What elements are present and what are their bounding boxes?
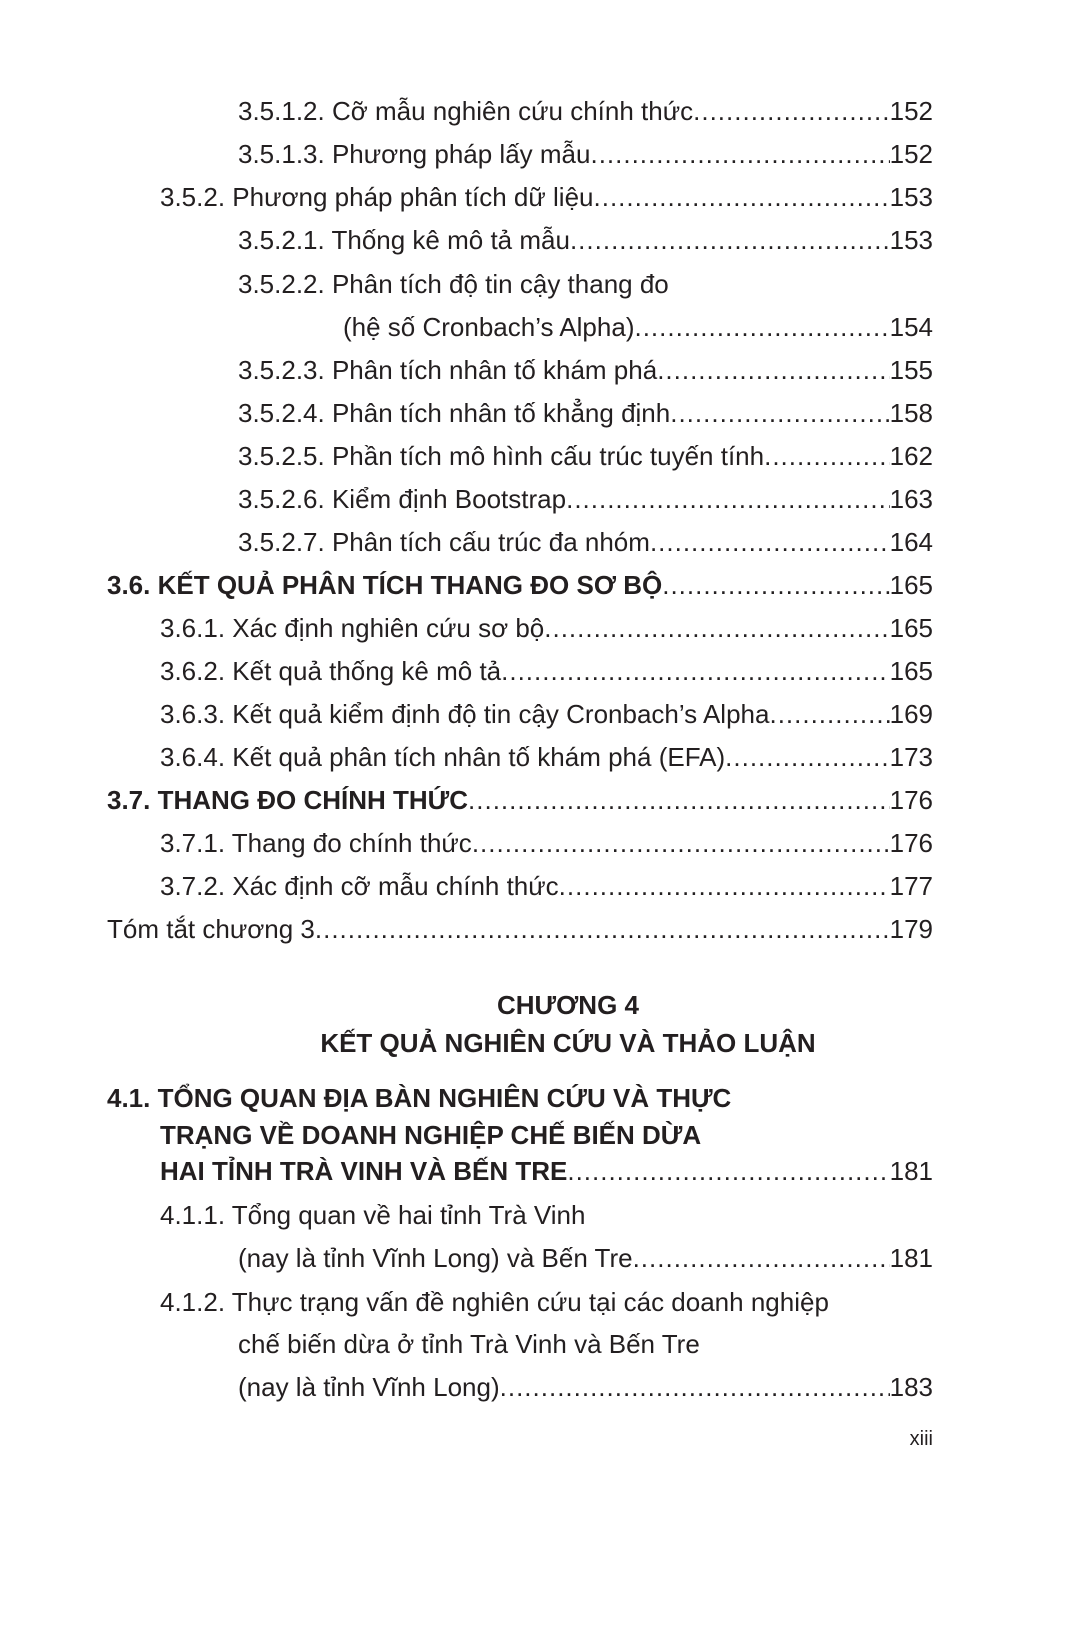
dot-leader: [567, 1155, 889, 1187]
toc-page-number: 158: [889, 398, 933, 428]
toc-entry-text: chế biến dừa ở tỉnh Trà Vinh và Bến Tre: [238, 1329, 700, 1359]
toc-entry-text: Tóm tắt chương 3: [107, 914, 315, 944]
dot-leader: [633, 1242, 890, 1274]
toc-entry-text: (nay là tỉnh Vĩnh Long) và Bến Tre: [238, 1243, 633, 1273]
dot-leader: [769, 698, 889, 730]
dot-leader: [468, 784, 890, 816]
toc-entry-line[interactable]: [238, 224, 933, 256]
toc-entry-line[interactable]: [238, 95, 933, 127]
toc-entry-text: 3.5.2.3. Phân tích nhân tố khám phá: [238, 355, 658, 385]
toc-entry-line[interactable]: [238, 1242, 933, 1274]
dot-leader: [650, 526, 890, 558]
toc-entry-line[interactable]: [107, 913, 933, 945]
dot-leader: [315, 913, 890, 945]
toc-entry-text: (nay là tỉnh Vĩnh Long): [238, 1372, 500, 1402]
toc-entry-text: 3.5.2.6. Kiểm định Bootstrap: [238, 484, 567, 514]
toc-entry-text: 4.1. TỔNG QUAN ĐỊA BÀN NGHIÊN CỨU VÀ THỰC: [107, 1083, 732, 1113]
dot-leader: [570, 224, 890, 256]
toc-entry-text: 3.5.1.3. Phương pháp lấy mẫu: [238, 139, 591, 169]
chapter-title: KẾT QUẢ NGHIÊN CỨU VÀ THẢO LUẬN: [320, 1028, 816, 1058]
dot-leader: [693, 95, 889, 127]
toc-page-number: 153: [889, 182, 933, 212]
toc-entry-text: 3.7. THANG ĐO CHÍNH THỨC: [107, 785, 469, 815]
toc-entry-text: 3.5.2.5. Phần tích mô hình cấu trúc tuyến tính: [238, 441, 765, 471]
toc-entry-line[interactable]: [107, 1082, 933, 1114]
toc-page-number: 181: [889, 1156, 933, 1186]
toc-page-number: 177: [889, 871, 933, 901]
toc-entry-text: 3.5.2.7. Phân tích cấu trúc đa nhóm: [238, 527, 650, 557]
dot-leader: [590, 138, 889, 170]
toc-entry-line[interactable]: [238, 1371, 933, 1403]
dot-leader: [594, 181, 890, 213]
toc-page-number: 163: [889, 484, 933, 514]
toc-entry-line[interactable]: [343, 311, 933, 343]
toc-entry-text: 3.6. KẾT QUẢ PHÂN TÍCH THANG ĐO SƠ BỘ: [107, 570, 663, 600]
dot-leader: [500, 1371, 890, 1403]
toc-entry-text: 3.5.2.1. Thống kê mô tả mẫu: [238, 225, 570, 255]
dot-leader: [544, 612, 889, 644]
toc-entry-line[interactable]: [238, 483, 933, 515]
toc-page-number: 155: [889, 355, 933, 385]
toc-entry-text: 4.1.2. Thực trạng vấn đề nghiên cứu tại các doanh nghiệp: [160, 1287, 829, 1317]
toc-entry-line[interactable]: [160, 181, 933, 213]
toc-page-number: 162: [889, 441, 933, 471]
toc-entry-line[interactable]: [238, 440, 933, 472]
chapter-number: CHƯƠNG 4: [497, 990, 639, 1020]
toc-entry-text: 3.7.1. Thang đo chính thức: [160, 828, 472, 858]
toc-entry-text: 3.5.2.2. Phân tích độ tin cậy thang đo: [238, 269, 669, 299]
toc-entry-line[interactable]: [238, 354, 933, 386]
dot-leader: [662, 569, 889, 601]
toc-page-number: 152: [889, 96, 933, 126]
toc-page-number: 181: [889, 1243, 933, 1273]
dot-leader: [670, 397, 889, 429]
toc-entry-line[interactable]: [238, 526, 933, 558]
toc-page-number: 176: [889, 828, 933, 858]
toc-page-number: 176: [889, 785, 933, 815]
toc-entry-line[interactable]: [160, 1119, 933, 1151]
toc-entry-line[interactable]: [160, 741, 933, 773]
dot-leader: [657, 354, 889, 386]
toc-page-number: 165: [889, 613, 933, 643]
toc-entry-line[interactable]: [160, 698, 933, 730]
toc-page-number: 169: [889, 699, 933, 729]
toc-page-number: 154: [889, 312, 933, 342]
dot-leader: [764, 440, 890, 472]
toc-entry-line[interactable]: [160, 1199, 933, 1231]
page-number: xiii: [909, 1428, 933, 1450]
toc-entry-line[interactable]: [107, 784, 933, 816]
dot-leader: [725, 741, 889, 773]
toc-page-number: 164: [889, 527, 933, 557]
toc-entry-text: 3.6.4. Kết quả phân tích nhân tố khám phá (EFA): [160, 742, 726, 772]
toc-page-number: 173: [889, 742, 933, 772]
toc-entry-line[interactable]: [238, 268, 933, 300]
toc-entry-text: 3.7.2. Xác định cỡ mẫu chính thức: [160, 871, 559, 901]
toc-page-number: 183: [889, 1372, 933, 1402]
dot-leader: [501, 655, 889, 687]
toc-entry-text: 3.5.1.2. Cỡ mẫu nghiên cứu chính thức: [238, 96, 694, 126]
toc-page-number: 165: [889, 570, 933, 600]
toc-entry-line[interactable]: [160, 655, 933, 687]
toc-entry-line[interactable]: [160, 1286, 933, 1318]
dot-leader: [634, 311, 889, 343]
toc-entry-line[interactable]: [107, 569, 933, 601]
toc-page-number: 153: [889, 225, 933, 255]
toc-entry-text: 3.5.2.4. Phân tích nhân tố khẳng định: [238, 398, 671, 428]
toc-entry-line[interactable]: [160, 612, 933, 644]
toc-entry-line[interactable]: [160, 827, 933, 859]
toc-entry-text: HAI TỈNH TRÀ VINH VÀ BẾN TRE: [160, 1156, 568, 1186]
toc-page-number: 165: [889, 656, 933, 686]
toc-entry-line[interactable]: [160, 1155, 933, 1187]
toc-entry-text: TRẠNG VỀ DOANH NGHIỆP CHẾ BIẾN DỪA: [160, 1120, 702, 1150]
toc-entry-text: 4.1.1. Tổng quan về hai tỉnh Trà Vinh: [160, 1200, 586, 1230]
toc-page-number: 179: [889, 914, 933, 944]
toc-entry-line[interactable]: [160, 870, 933, 902]
dot-leader: [472, 827, 890, 859]
toc-entry-text: 3.5.2. Phương pháp phân tích dữ liệu: [160, 182, 594, 212]
toc-entry-text: 3.6.2. Kết quả thống kê mô tả: [160, 656, 502, 686]
toc-entry-line[interactable]: [238, 138, 933, 170]
toc-entry-text: (hệ số Cronbach’s Alpha): [343, 312, 635, 342]
dot-leader: [559, 870, 890, 902]
dot-leader: [566, 483, 890, 515]
toc-entry-line[interactable]: [238, 1328, 933, 1360]
toc-entry-text: 3.6.1. Xác định nghiên cứu sơ bộ: [160, 613, 545, 643]
toc-page-number: 152: [889, 139, 933, 169]
toc-entry-text: 3.6.3. Kết quả kiểm định độ tin cậy Cronbach’s Alpha: [160, 699, 770, 729]
toc-entry-line[interactable]: [238, 397, 933, 429]
